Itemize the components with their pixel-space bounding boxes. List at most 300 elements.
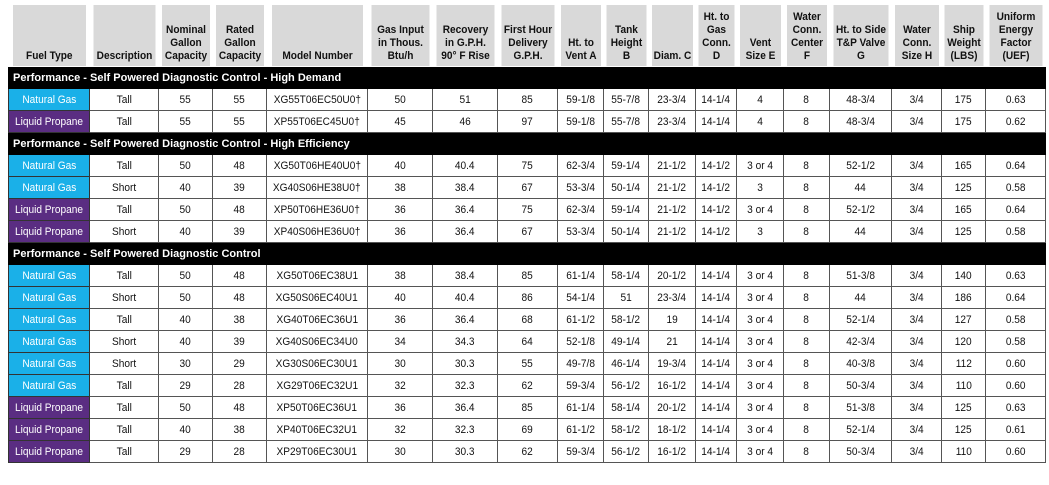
section-header-row (9, 67, 1046, 89)
table-row (9, 419, 1046, 441)
cell-text: 127 (955, 313, 972, 326)
data-cell (696, 397, 737, 419)
cell-text: 52-1/2 (846, 203, 875, 216)
data-cell (830, 309, 892, 331)
data-cell (213, 111, 267, 133)
column-header: First Hour Delivery G.P.H. (500, 5, 555, 67)
cell-text: 58-1/4 (611, 401, 641, 414)
cell-text: 55 (179, 93, 192, 106)
data-cell (433, 331, 498, 353)
data-cell (892, 111, 942, 133)
data-cell (737, 331, 784, 353)
cell-text: 38 (394, 181, 406, 194)
column-header: Vent Size E (738, 5, 781, 67)
data-cell (267, 155, 368, 177)
cell-text: 49-7/8 (566, 357, 595, 370)
data-cell (213, 353, 267, 375)
data-cell (892, 419, 942, 441)
data-cell (433, 111, 498, 133)
cell-text: 67 (521, 225, 534, 238)
cell-text: 48 (233, 203, 246, 216)
data-cell (498, 89, 558, 111)
cell-text: 56-1/2 (611, 445, 641, 458)
data-cell (942, 287, 986, 309)
cell-text: XP29T06EC30U1 (276, 445, 358, 458)
data-cell (213, 331, 267, 353)
cell-text: 40.4 (455, 291, 475, 304)
cell-text: 55-7/8 (611, 115, 641, 128)
data-cell (433, 375, 498, 397)
cell-text: 175 (955, 93, 972, 106)
data-cell (90, 155, 159, 177)
cell-text: 14-1/4 (701, 423, 731, 436)
data-cell (784, 155, 830, 177)
data-cell (649, 111, 696, 133)
data-cell (830, 353, 892, 375)
table-row (9, 309, 1046, 331)
data-cell (433, 353, 498, 375)
cell-text: 50-1/4 (611, 181, 641, 194)
data-cell (558, 199, 604, 221)
data-cell (784, 177, 830, 199)
cell-text: 3/4 (909, 159, 924, 172)
cell-text: 53-3/4 (566, 225, 595, 238)
data-cell (433, 199, 498, 221)
data-cell (159, 441, 213, 463)
cell-text: 8 (803, 181, 810, 194)
data-cell (892, 353, 942, 375)
fuel-type-cell (9, 331, 90, 353)
table-row (9, 155, 1046, 177)
cell-text: XG40S06HE38U0† (273, 181, 361, 194)
data-cell (267, 309, 368, 331)
cell-text: 52-1/4 (846, 423, 875, 436)
data-cell (830, 331, 892, 353)
cell-text: Tall (116, 203, 132, 216)
cell-text: 14-1/4 (701, 335, 731, 348)
data-cell (90, 89, 159, 111)
cell-text: Natural Gas (21, 269, 76, 282)
section-header-row (9, 133, 1046, 155)
data-cell (696, 331, 737, 353)
data-cell (830, 111, 892, 133)
cell-text: 36 (394, 401, 406, 414)
section-header-row (9, 243, 1046, 265)
data-cell (892, 441, 942, 463)
data-cell (830, 441, 892, 463)
cell-text: 59-1/8 (566, 115, 595, 128)
cell-text: 48 (233, 269, 246, 282)
cell-text: 29 (233, 357, 246, 370)
cell-text: 125 (955, 181, 972, 194)
data-cell (90, 177, 159, 199)
data-cell (696, 111, 737, 133)
data-cell (784, 309, 830, 331)
data-cell (558, 265, 604, 287)
cell-text: 85 (521, 93, 534, 106)
data-cell (986, 177, 1046, 199)
cell-text: 44 (854, 291, 867, 304)
data-cell (942, 419, 986, 441)
cell-text: 8 (803, 159, 810, 172)
data-cell (784, 221, 830, 243)
data-cell (558, 353, 604, 375)
data-cell (604, 221, 649, 243)
cell-text: 36 (394, 225, 406, 238)
data-cell (784, 287, 830, 309)
cell-text: 40 (179, 181, 192, 194)
table-row (9, 397, 1046, 419)
cell-text: 0.63 (1005, 93, 1026, 106)
data-cell (433, 419, 498, 441)
cell-text: Natural Gas (21, 313, 76, 326)
cell-text: 3 or 4 (747, 269, 773, 282)
table-row (9, 199, 1046, 221)
data-cell (649, 265, 696, 287)
cell-text: 3/4 (909, 379, 924, 392)
cell-text: Natural Gas (21, 93, 76, 106)
cell-text: 34.3 (455, 335, 475, 348)
data-cell (558, 441, 604, 463)
cell-text: 32.3 (455, 379, 475, 392)
cell-text: 3/4 (909, 181, 924, 194)
data-cell (213, 199, 267, 221)
data-cell (784, 331, 830, 353)
data-cell (830, 199, 892, 221)
data-cell (368, 199, 433, 221)
data-cell (696, 199, 737, 221)
data-cell (213, 419, 267, 441)
cell-text: Short (111, 291, 137, 304)
cell-text: 3 or 4 (747, 379, 773, 392)
cell-text: 50-1/4 (611, 225, 641, 238)
data-cell (159, 287, 213, 309)
cell-text: 55 (233, 93, 246, 106)
data-cell (696, 287, 737, 309)
cell-text: 4 (757, 93, 763, 106)
data-cell (737, 419, 784, 441)
cell-text: 39 (233, 335, 246, 348)
cell-text: 3 or 4 (747, 335, 773, 348)
fuel-type-cell (9, 177, 90, 199)
cell-text: 14-1/4 (701, 93, 731, 106)
data-cell (986, 111, 1046, 133)
table-row (9, 331, 1046, 353)
data-cell (368, 111, 433, 133)
cell-text: 48 (233, 291, 246, 304)
data-cell (986, 287, 1046, 309)
data-cell (267, 177, 368, 199)
column-header: Tank Height B (605, 5, 646, 67)
data-cell (986, 221, 1046, 243)
data-cell (986, 155, 1046, 177)
data-cell (558, 177, 604, 199)
data-cell (159, 309, 213, 331)
cell-text: 3 or 4 (747, 423, 773, 436)
column-header: Water Conn. Center F (785, 5, 827, 67)
data-cell (159, 177, 213, 199)
cell-text: 8 (803, 379, 810, 392)
cell-text: 0.64 (1005, 203, 1026, 216)
data-cell (986, 199, 1046, 221)
data-cell (368, 375, 433, 397)
table-body (9, 67, 1046, 463)
cell-text: 55 (521, 357, 534, 370)
cell-text: XG40T06EC36U1 (276, 313, 358, 326)
cell-text: 3/4 (909, 93, 924, 106)
data-cell (213, 265, 267, 287)
data-cell (784, 111, 830, 133)
data-cell (830, 89, 892, 111)
data-cell (696, 221, 737, 243)
cell-text: 62 (521, 379, 534, 392)
data-cell (498, 265, 558, 287)
cell-text: 3/4 (909, 269, 924, 282)
cell-text: Tall (116, 159, 132, 172)
cell-text: 16-1/2 (657, 379, 687, 392)
cell-text: 14-1/4 (701, 401, 731, 414)
cell-text: 50 (179, 291, 192, 304)
cell-text: Tall (116, 115, 132, 128)
column-header: Ht. to Vent A (559, 5, 601, 67)
cell-text: 56-1/2 (611, 379, 641, 392)
data-cell (649, 353, 696, 375)
data-cell (830, 155, 892, 177)
data-cell (90, 287, 159, 309)
cell-text: 3/4 (909, 335, 924, 348)
cell-text: 61-1/2 (566, 423, 595, 436)
data-cell (696, 353, 737, 375)
data-cell (737, 265, 784, 287)
cell-text: 0.63 (1005, 269, 1026, 282)
data-cell (737, 177, 784, 199)
cell-text: XP50T06HE36U0† (273, 203, 361, 216)
cell-text: 8 (803, 203, 810, 216)
column-header: Nominal Gallon Capacity (161, 5, 211, 67)
cell-text: 50 (179, 203, 192, 216)
data-cell (604, 331, 649, 353)
data-cell (213, 221, 267, 243)
cell-text: 110 (955, 445, 972, 458)
cell-text: Short (111, 225, 137, 238)
cell-text: 8 (803, 93, 810, 106)
cell-text: 38 (394, 269, 406, 282)
data-cell (159, 419, 213, 441)
cell-text: 21-1/2 (657, 225, 687, 238)
data-cell (830, 419, 892, 441)
cell-text: 40.4 (455, 159, 475, 172)
data-cell (558, 375, 604, 397)
cell-text: 32 (394, 423, 406, 436)
data-cell (90, 265, 159, 287)
data-cell (368, 353, 433, 375)
data-cell (498, 221, 558, 243)
column-header: Diam. C (650, 5, 693, 67)
cell-text: 140 (955, 269, 972, 282)
cell-text: XP40S06HE36U0† (273, 225, 361, 238)
data-cell (213, 375, 267, 397)
data-cell (604, 199, 649, 221)
data-cell (942, 375, 986, 397)
cell-text: 0.64 (1005, 291, 1026, 304)
cell-text: 48 (233, 159, 246, 172)
data-cell (649, 89, 696, 111)
data-cell (267, 419, 368, 441)
cell-text: 50 (179, 401, 192, 414)
cell-text: 50-3/4 (846, 445, 875, 458)
column-header: Ship Weight (LBS) (943, 5, 983, 67)
cell-text: 14-1/2 (701, 225, 731, 238)
cell-text: Natural Gas (21, 357, 76, 370)
data-cell (604, 111, 649, 133)
cell-text: 3/4 (909, 225, 924, 238)
cell-text: 3/4 (909, 203, 924, 216)
data-cell (604, 397, 649, 419)
cell-text: 36 (394, 203, 406, 216)
data-cell (90, 441, 159, 463)
cell-text: 28 (233, 379, 246, 392)
fuel-type-cell (9, 419, 90, 441)
data-cell (892, 287, 942, 309)
cell-text: 48 (233, 401, 246, 414)
cell-text: 69 (521, 423, 534, 436)
cell-text: 19-3/4 (657, 357, 687, 370)
data-cell (267, 89, 368, 111)
data-cell (986, 309, 1046, 331)
data-cell (90, 111, 159, 133)
data-cell (267, 441, 368, 463)
fuel-type-cell (9, 265, 90, 287)
cell-text: 3 or 4 (747, 313, 773, 326)
cell-text: 38.4 (455, 269, 475, 282)
data-cell (604, 265, 649, 287)
data-cell (892, 397, 942, 419)
cell-text: Natural Gas (21, 335, 76, 348)
cell-text: 8 (803, 269, 810, 282)
cell-text: 3 or 4 (747, 357, 773, 370)
cell-text: 48-3/4 (846, 115, 875, 128)
data-cell (784, 419, 830, 441)
spec-table-container (8, 4, 1045, 463)
data-cell (498, 155, 558, 177)
cell-text: 58-1/2 (611, 423, 641, 436)
cell-text: 55 (179, 115, 192, 128)
cell-text: 51 (620, 291, 632, 304)
table-row (9, 353, 1046, 375)
cell-text: 61-1/4 (566, 401, 595, 414)
cell-text: XG50S06EC40U1 (275, 291, 359, 304)
table-row (9, 441, 1046, 463)
data-cell (498, 441, 558, 463)
cell-text: 0.58 (1005, 225, 1026, 238)
data-cell (213, 155, 267, 177)
cell-text: 30.3 (455, 357, 475, 370)
data-cell (737, 221, 784, 243)
cell-text: 40 (179, 225, 192, 238)
data-cell (696, 441, 737, 463)
data-cell (558, 89, 604, 111)
data-cell (213, 441, 267, 463)
cell-text: 14-1/2 (701, 159, 731, 172)
data-cell (892, 331, 942, 353)
data-cell (942, 331, 986, 353)
cell-text: 19 (666, 313, 678, 326)
cell-text: Short (111, 181, 137, 194)
cell-text: 0.58 (1005, 335, 1026, 348)
data-cell (368, 177, 433, 199)
cell-text: 3/4 (909, 313, 924, 326)
cell-text: 38.4 (455, 181, 475, 194)
data-cell (433, 177, 498, 199)
data-cell (558, 155, 604, 177)
data-cell (368, 265, 433, 287)
cell-text: 3/4 (909, 423, 924, 436)
data-cell (942, 353, 986, 375)
cell-text: Liquid Propane (14, 423, 84, 436)
data-cell (986, 265, 1046, 287)
data-cell (498, 331, 558, 353)
data-cell (558, 419, 604, 441)
data-cell (368, 89, 433, 111)
column-header: Ht. to Gas Conn. D (697, 5, 735, 67)
column-header: Uniform Energy Factor (UEF) (988, 5, 1043, 67)
cell-text: 59-1/8 (566, 93, 595, 106)
data-cell (159, 221, 213, 243)
data-cell (90, 199, 159, 221)
data-cell (90, 309, 159, 331)
data-cell (649, 177, 696, 199)
cell-text: 3/4 (909, 401, 924, 414)
cell-text: 54-1/4 (566, 291, 595, 304)
cell-text: 62-3/4 (566, 203, 595, 216)
data-cell (368, 287, 433, 309)
data-cell (784, 265, 830, 287)
cell-text: 50 (179, 159, 192, 172)
cell-text: 165 (955, 203, 972, 216)
data-cell (649, 441, 696, 463)
cell-text: 40-3/8 (846, 357, 875, 370)
data-cell (737, 89, 784, 111)
cell-text: 53-3/4 (566, 181, 595, 194)
data-cell (892, 309, 942, 331)
data-cell (368, 397, 433, 419)
column-header: Gas Input in Thous. Btu/h (370, 5, 430, 67)
data-cell (498, 375, 558, 397)
data-cell (737, 309, 784, 331)
data-cell (696, 419, 737, 441)
data-cell (830, 397, 892, 419)
cell-text: 51-3/8 (846, 401, 875, 414)
cell-text: 68 (521, 313, 534, 326)
cell-text: 8 (803, 313, 810, 326)
data-cell (649, 419, 696, 441)
data-cell (159, 375, 213, 397)
cell-text: 51 (459, 93, 471, 106)
cell-text: 50 (179, 269, 192, 282)
cell-text: 186 (955, 291, 972, 304)
data-cell (942, 111, 986, 133)
data-cell (433, 155, 498, 177)
data-cell (892, 221, 942, 243)
data-cell (986, 89, 1046, 111)
column-header: Water Conn. Size H (894, 5, 940, 67)
data-cell (159, 397, 213, 419)
data-cell (498, 419, 558, 441)
data-cell (649, 309, 696, 331)
cell-text: 8 (803, 357, 810, 370)
cell-text: 0.58 (1005, 313, 1026, 326)
cell-text: 34 (394, 335, 406, 348)
